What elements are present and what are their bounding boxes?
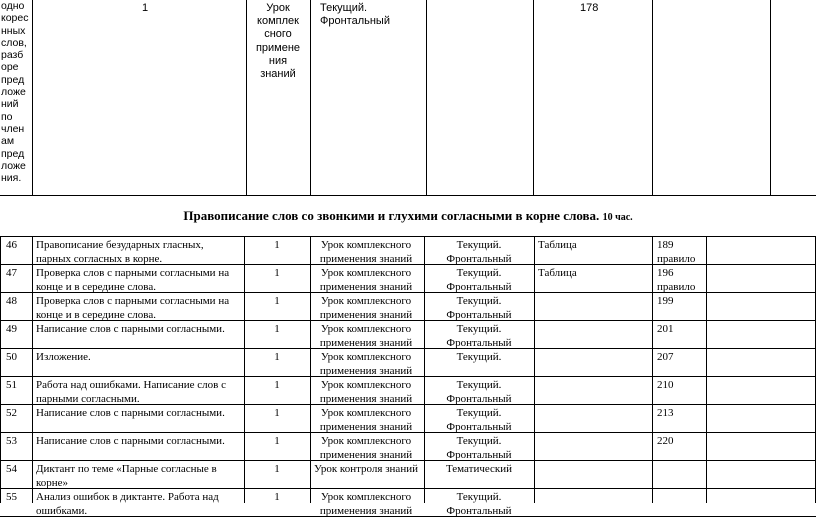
- lesson-hours: 1: [274, 295, 280, 307]
- table-gridline: [32, 0, 33, 196]
- table-gridline: [0, 404, 816, 405]
- lesson-hours: 1: [274, 491, 280, 503]
- control-type: Текущий. Фронтальный: [446, 323, 512, 349]
- lesson-type: Урок комплексного применения знаний: [319, 351, 413, 377]
- lesson-type-cell: [250, 2, 306, 81]
- row-number: 55: [6, 491, 17, 503]
- teaching-aids: Таблица: [538, 267, 577, 279]
- topic-line: пред: [1, 147, 25, 160]
- table-gridline: [0, 320, 816, 321]
- table-gridline: [652, 0, 653, 196]
- table-gridline: [0, 460, 816, 461]
- table-row: [0, 236, 816, 264]
- lesson-hours: 1: [274, 435, 280, 447]
- table-gridline: [0, 348, 816, 349]
- table-row: [0, 292, 816, 320]
- lesson-hours: 1: [274, 267, 280, 279]
- row-number: 52: [6, 407, 17, 419]
- control-type: Текущий. Фронтальный: [446, 267, 512, 293]
- control-type: Текущий. Фронтальный: [446, 239, 512, 265]
- textbook-page: 213: [657, 407, 674, 419]
- topic-line: ния.: [1, 172, 22, 185]
- row-number: 54: [6, 463, 17, 475]
- lesson-type: Урок комплексного применения знаний: [319, 295, 413, 321]
- table-gridline: [0, 488, 816, 489]
- lesson-title: Проверка слов с парными согласными на конце и в середине слова.: [36, 295, 230, 321]
- lesson-hours: 1: [274, 351, 280, 363]
- section-hours: 10 час.: [602, 212, 633, 223]
- lesson-title: Проверка слов с парными согласными на конце и в середине слова.: [36, 267, 230, 293]
- table-gridline: [0, 516, 816, 517]
- control-type: Текущий. Фронтальный: [446, 435, 512, 461]
- lessons-table: [0, 236, 816, 517]
- lesson-type: Урок комплексного применения знаний: [319, 491, 413, 517]
- table-row: [0, 320, 816, 348]
- control-type-cell: [320, 2, 410, 28]
- table-gridline: [0, 376, 816, 377]
- lesson-title: Написание слов с парными согласными.: [36, 407, 225, 419]
- lesson-title: Анализ ошибок в диктанте. Работа над ошибками.: [36, 491, 219, 517]
- lesson-type-line: примене: [255, 41, 301, 54]
- table-row: [0, 488, 816, 516]
- control-type: Тематический: [445, 463, 513, 475]
- lesson-title: Работа над ошибками. Написание слов с парными согласными.: [36, 379, 226, 405]
- topic-line: нных: [1, 24, 26, 37]
- row-number: 47: [6, 267, 17, 279]
- lesson-type: Урок комплексного применения знаний: [319, 407, 413, 433]
- topic-line: ложе: [1, 86, 26, 99]
- lesson-type: Урок комплексного применения знаний: [319, 267, 413, 293]
- topic-line: ложе: [1, 159, 26, 172]
- table-row: [0, 432, 816, 460]
- table-gridline: [770, 0, 771, 196]
- control-type: Текущий. Фронтальный: [446, 295, 512, 321]
- lesson-hours: 1: [274, 323, 280, 335]
- topic-line: по: [1, 110, 13, 123]
- topic-line: ний: [1, 98, 19, 111]
- table-row: [0, 460, 816, 488]
- control-type: Текущий. Фронтальный: [446, 379, 512, 405]
- lesson-type-line: Урок: [266, 2, 290, 14]
- lesson-type: Урок комплексного применения знаний: [319, 379, 413, 405]
- row-number: 53: [6, 435, 17, 447]
- table-gridline: [533, 0, 534, 196]
- row-number: 46: [6, 239, 17, 251]
- table-gridline: [0, 432, 816, 433]
- lesson-title: Написание слов с парными согласными.: [36, 323, 225, 335]
- table-row: [0, 348, 816, 376]
- topic-line: разб: [1, 49, 24, 62]
- row-number: 51: [6, 379, 17, 391]
- row-number: 49: [6, 323, 17, 335]
- control-type: Текущий.: [456, 351, 502, 363]
- section-heading: [0, 208, 816, 224]
- lesson-hours: 1: [274, 379, 280, 391]
- top-table-fragment: [0, 0, 816, 196]
- lesson-type: Урок комплексного применения знаний: [319, 239, 413, 265]
- lesson-hours: 1: [274, 407, 280, 419]
- table-gridline: [0, 195, 816, 196]
- page-cell: 178: [580, 2, 599, 14]
- lesson-title: Правописание безударных гласных, парных согласных в корне.: [36, 239, 204, 265]
- textbook-page: 220: [657, 435, 674, 447]
- lesson-title: Диктант по теме «Парные согласные в корне»: [36, 463, 217, 489]
- topic-line: оре: [1, 61, 19, 74]
- textbook-page: 196 правило: [657, 267, 696, 293]
- textbook-page: 201: [657, 323, 674, 335]
- control-line: Фронтальный: [320, 15, 390, 28]
- table-gridline: [0, 236, 816, 237]
- teaching-aids: Таблица: [538, 239, 577, 251]
- lesson-type: Урок комплексного применения знаний: [319, 323, 413, 349]
- textbook-page: 210: [657, 379, 674, 391]
- lesson-type-line: знаний: [260, 68, 296, 81]
- topic-line: пред: [1, 73, 25, 86]
- lesson-hours: 1: [274, 239, 280, 251]
- lesson-title: Изложение.: [36, 351, 91, 363]
- table-gridline: [0, 292, 816, 293]
- table-gridline: [426, 0, 427, 196]
- hours-cell: 1: [141, 2, 149, 14]
- textbook-page: 189 правило: [657, 239, 696, 265]
- control-type: Текущий. Фронтальный: [446, 491, 512, 517]
- table-row: [0, 404, 816, 432]
- topic-line: слов,: [1, 36, 27, 49]
- lesson-type-line: комплек: [257, 15, 299, 28]
- table-gridline: [246, 0, 247, 196]
- lesson-hours: 1: [274, 463, 280, 475]
- row-number: 50: [6, 351, 17, 363]
- textbook-page: 199: [657, 295, 674, 307]
- topic-line: одно: [1, 0, 25, 12]
- topic-line: член: [1, 122, 25, 135]
- control-line: Текущий.: [320, 2, 368, 14]
- row-number: 48: [6, 295, 17, 307]
- lesson-type: Урок комплексного применения знаний: [319, 435, 413, 461]
- table-gridline: [0, 264, 816, 265]
- table-gridline: [310, 0, 311, 196]
- lesson-type: Урок контроля знаний: [314, 463, 418, 475]
- table-row: [0, 376, 816, 404]
- table-row: [0, 264, 816, 292]
- textbook-page: 207: [657, 351, 674, 363]
- lesson-title: Написание слов с парными согласными.: [36, 435, 225, 447]
- section-title: Правописание слов со звонкими и глухими согласными в корне слова.: [183, 208, 600, 223]
- lesson-type-line: сного: [264, 28, 292, 41]
- lesson-topic-cell: [1, 0, 31, 184]
- lesson-type-line: ния: [268, 54, 288, 67]
- topic-line: корес: [1, 12, 29, 25]
- control-type: Текущий. Фронтальный: [446, 407, 512, 433]
- topic-line: ам: [1, 135, 15, 148]
